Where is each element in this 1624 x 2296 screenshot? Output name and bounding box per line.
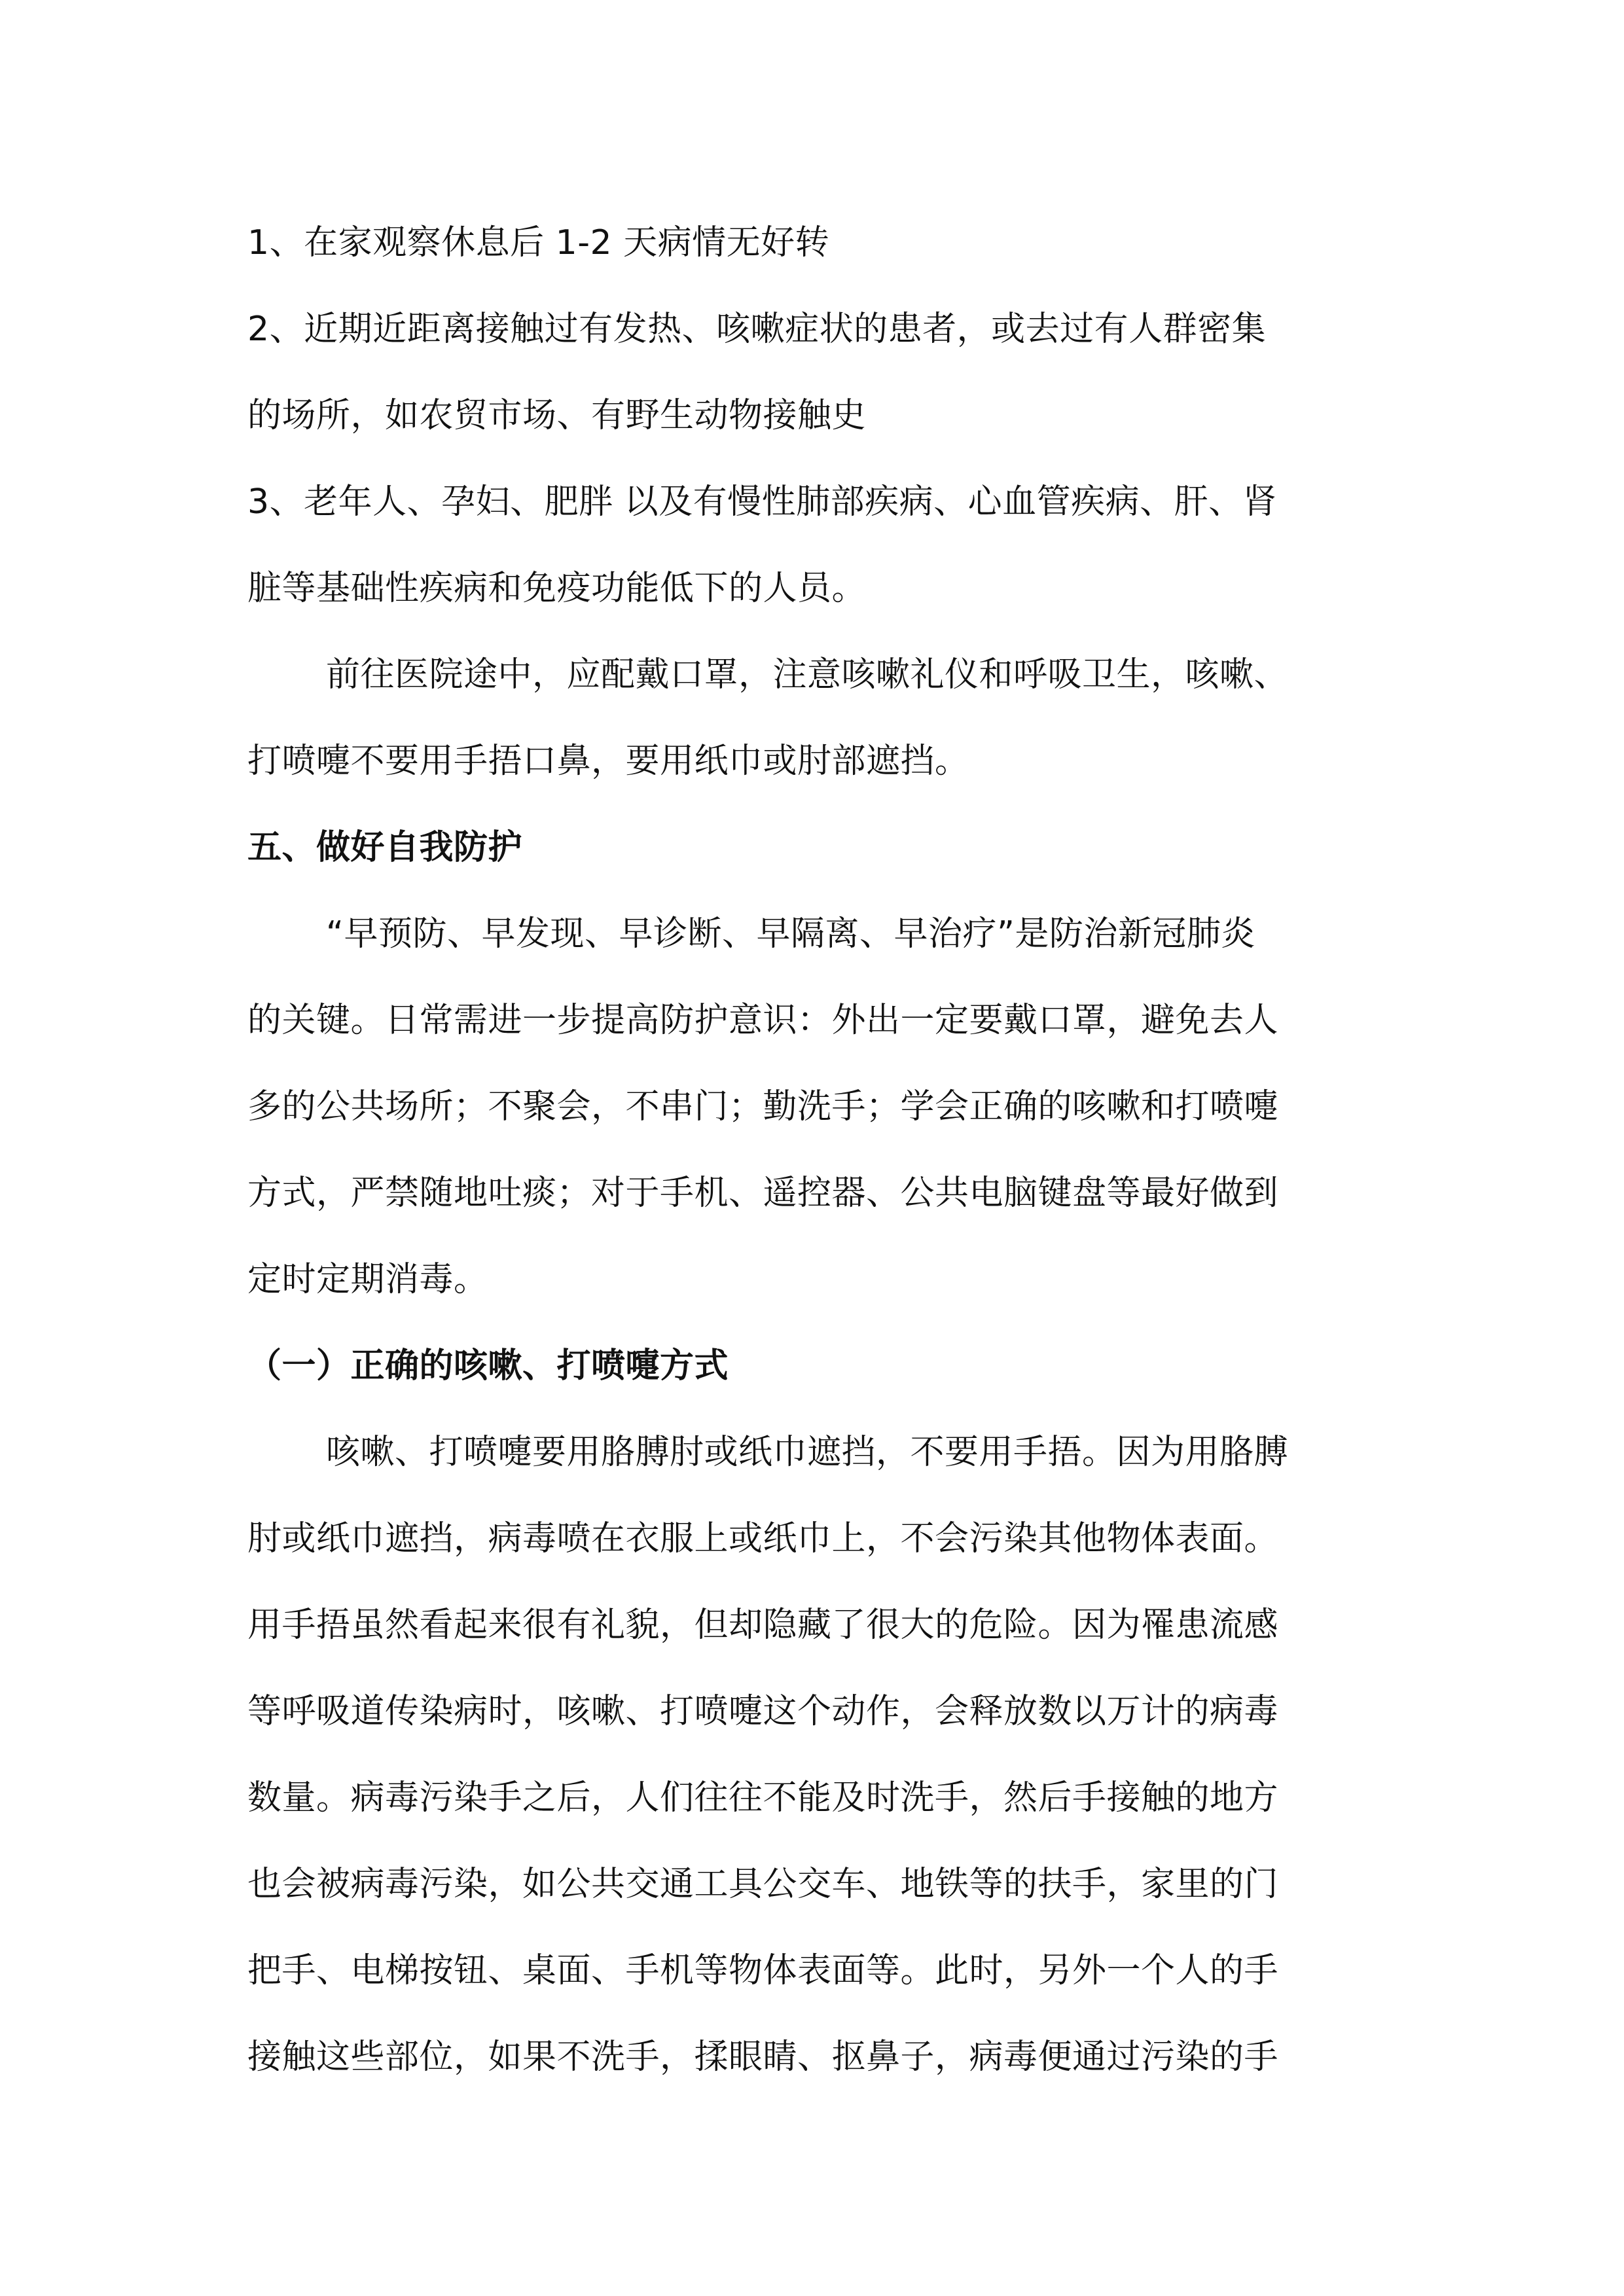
section-heading: 五、做好自我防护: [247, 828, 523, 867]
paragraph-line: 肘或纸巾遮挡，病毒喷在衣服上或纸巾上，不会污染其他物体表面。: [247, 1519, 1279, 1558]
paragraph-line: 用手捂虽然看起来很有礼貌，但却隐藏了很大的危险。因为罹患流感: [247, 1605, 1279, 1645]
paragraph-line: 前往医院途中，应配戴口罩，注意咳嗽礼仪和呼吸卫生，咳嗽、: [326, 655, 1289, 694]
list-item-1: 1、在家观察休息后 1-2 天病情无好转: [247, 223, 830, 262]
paragraph-line: 的关键。日常需进一步提高防护意识：外出一定要戴口罩，避免去人: [247, 1001, 1279, 1040]
paragraph-line: 数量。病毒污染手之后，人们往往不能及时洗手，然后手接触的地方: [247, 1778, 1279, 1818]
paragraph-line: 方式，严禁随地吐痰；对于手机、遥控器、公共电脑键盘等最好做到: [247, 1174, 1279, 1213]
list-item-3-line-1: 3、老年人、孕妇、肥胖 以及有慢性肺部疾病、心血管疾病、肝、肾: [247, 482, 1278, 522]
paragraph-line: 多的公共场所；不聚会，不串门；勤洗手；学会正确的咳嗽和打喷嚏: [247, 1087, 1279, 1126]
list-item-2-line-1: 2、近期近距离接触过有发热、咳嗽症状的患者，或去过有人群密集: [247, 310, 1267, 349]
paragraph-line: 咳嗽、打喷嚏要用胳膊肘或纸巾遮挡，不要用手捂。因为用胳膊: [326, 1433, 1289, 1472]
paragraph-line: 定时定期消毒。: [247, 1260, 488, 1299]
paragraph-line: 接触这些部位，如果不洗手，揉眼睛、抠鼻子，病毒便通过污染的手: [247, 2037, 1279, 2077]
paragraph-line: 把手、电梯按钮、桌面、手机等物体表面等。此时，另外一个人的手: [247, 1951, 1279, 1990]
paragraph-line: 打喷嚏不要用手捂口鼻，要用纸巾或肘部遮挡。: [247, 742, 969, 781]
list-item-2-line-2: 的场所，如农贸市场、有野生动物接触史: [247, 396, 867, 435]
subsection-heading: （一）正确的咳嗽、打喷嚏方式: [247, 1346, 729, 1386]
paragraph-line: 也会被病毒污染，如公共交通工具公交车、地铁等的扶手，家里的门: [247, 1865, 1279, 1904]
paragraph-line: “早预防、早发现、早诊断、早隔离、早治疗”是防治新冠肺炎: [326, 914, 1255, 954]
paragraph-line: 等呼吸道传染病时，咳嗽、打喷嚏这个动作，会释放数以万计的病毒: [247, 1692, 1279, 1731]
list-item-3-line-2: 脏等基础性疾病和免疫功能低下的人员。: [247, 569, 867, 608]
